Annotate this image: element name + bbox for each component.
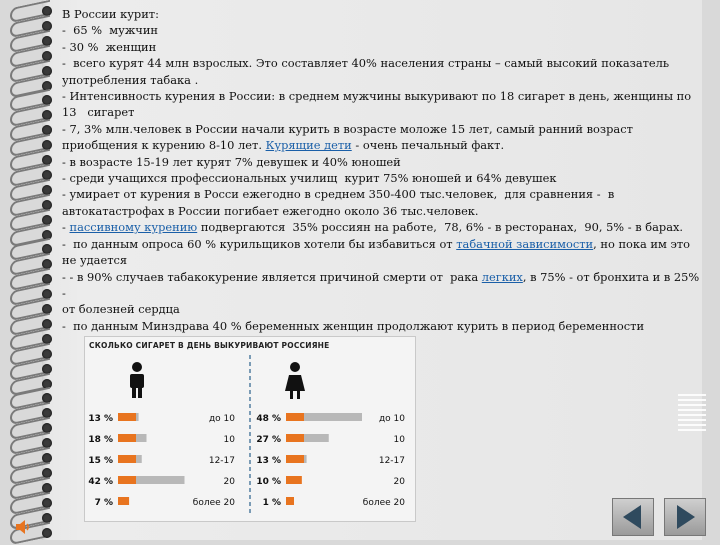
- text-segment: -: [62, 220, 70, 235]
- hyperlink[interactable]: легких: [481, 269, 523, 284]
- bar-filter: [286, 413, 304, 421]
- text-segment: - 30 % женщин: [62, 39, 157, 54]
- text-segment: автокатастрофах в России погибает ежегодно около 36 тыс.человек.: [62, 203, 479, 218]
- forward-button[interactable]: [664, 498, 706, 536]
- bar-filter: [286, 476, 302, 484]
- hyperlink[interactable]: Курящие дети: [265, 138, 352, 153]
- category-label: 20: [393, 477, 405, 487]
- text-line: [62, 252, 702, 268]
- text-line: [62, 88, 702, 104]
- bar-filter: [286, 497, 294, 505]
- bar-body: [136, 434, 147, 442]
- text-line: [62, 236, 702, 252]
- spiral-binding: [0, 0, 60, 540]
- text-segment: , но пока им это: [593, 236, 691, 251]
- text-line: [62, 301, 702, 317]
- text-segment: , в 75% - от бронхита и в 25% -: [62, 269, 703, 300]
- data-label: 1 %: [262, 498, 281, 508]
- text-segment: 13 сигарет: [62, 105, 135, 120]
- chart-svg: [85, 337, 415, 521]
- text-segment: - - в 90% случаев табакокурение является причиной смерти от рака: [62, 269, 482, 284]
- woman-icon: [285, 375, 305, 391]
- text-segment: приобщения к курению 8-10 лет.: [62, 138, 266, 153]
- bar-filter: [286, 434, 304, 442]
- text-segment: - очень печальный факт.: [351, 138, 505, 153]
- text-line: [62, 170, 702, 186]
- data-label: 10 %: [256, 477, 281, 487]
- hyperlink[interactable]: табачной зависимости: [456, 236, 594, 251]
- text-line: [62, 6, 702, 22]
- speaker-icon[interactable]: [14, 518, 32, 536]
- bar-filter: [286, 455, 304, 463]
- text-line: [62, 121, 702, 137]
- data-label: 42 %: [88, 477, 113, 487]
- hyperlink[interactable]: пассивному курению: [69, 220, 198, 235]
- decorative-stripes: [678, 394, 706, 434]
- chart-title: СКОЛЬКО СИГАРЕТ В ДЕНЬ ВЫКУРИВАЮТ РОССИЯНЕ: [89, 341, 330, 350]
- cigarettes-chart: [84, 336, 416, 522]
- data-label: 15 %: [88, 456, 113, 466]
- text-line: [62, 137, 702, 153]
- category-label: 12-17: [208, 456, 235, 466]
- text-segment: В России курит:: [62, 7, 159, 21]
- man-icon: [132, 362, 142, 372]
- bar-filter: [118, 455, 136, 463]
- category-label: 10: [393, 435, 405, 445]
- text-segment: подвергаются 35% россиян на работе, 78, 6% - в ресторанах, 90, 5% - в барах.: [197, 220, 684, 235]
- text-segment: не удается: [62, 253, 128, 268]
- text-line: [62, 186, 702, 202]
- back-button[interactable]: [612, 498, 654, 536]
- text-line: [62, 39, 702, 55]
- text-line: [62, 203, 702, 219]
- category-label: 20: [223, 477, 235, 487]
- woman-icon: [297, 391, 300, 399]
- man-icon: [138, 388, 142, 398]
- category-label: до 10: [378, 414, 405, 424]
- category-label: более 20: [362, 498, 405, 508]
- text-line: [62, 154, 702, 170]
- category-label: 10: [223, 435, 235, 445]
- text-line: [62, 219, 702, 235]
- text-segment: - всего курят 44 млн взрослых. Это составляет 40% населения страны – самый высокий показатель: [62, 56, 670, 71]
- text-segment: от болезней сердца: [62, 302, 180, 317]
- text-segment: - 65 % мужчин: [62, 23, 159, 38]
- bar-body: [136, 455, 142, 463]
- data-label: 27 %: [256, 435, 281, 445]
- text-segment: - 7, 3% млн.человек в России начали курить в возрасте моложе 15 лет, самый ранний возраст: [62, 121, 633, 136]
- woman-icon: [290, 391, 293, 399]
- category-label: до 10: [208, 414, 235, 424]
- category-label: более 20: [192, 498, 235, 508]
- text-line: [62, 104, 702, 120]
- bar-body: [136, 413, 139, 421]
- bar-filter: [118, 413, 136, 421]
- text-segment: - в возрасте 15-19 лет курят 7% девушек и 40% юношей: [62, 154, 401, 169]
- text-segment: - среди учащихся профессиональных училищ курит 75% юношей и 64% девушек: [62, 171, 557, 186]
- bar-body: [136, 476, 185, 484]
- slide-text: [62, 6, 702, 334]
- bar-filter: [118, 476, 136, 484]
- data-label: 7 %: [94, 498, 113, 508]
- man-icon: [130, 374, 144, 388]
- bar-filter: [118, 434, 136, 442]
- text-segment: - по данным опроса 60 % курильщиков хотели бы избавиться от: [62, 236, 457, 251]
- text-line: [62, 22, 702, 38]
- data-label: 48 %: [256, 414, 281, 424]
- text-segment: - умирает от курения в Росси ежегодно в среднем 350-400 тыс.человек, для сравнения - в: [62, 187, 615, 202]
- bar-body: [304, 434, 329, 442]
- bar-filter: [118, 497, 129, 505]
- bar-body: [304, 455, 307, 463]
- text-segment: - по данным Минздрава 40 % беременных женщин продолжают курить в период беременности: [62, 318, 645, 333]
- text-segment: - Интенсивность курения в России: в среднем мужчины выкуривают по 18 сигарет в день, женщины по: [62, 89, 692, 104]
- text-line: [62, 318, 702, 334]
- text-line: [62, 72, 702, 88]
- text-line: [62, 55, 702, 71]
- bar-body: [304, 413, 362, 421]
- woman-icon: [290, 362, 300, 372]
- data-label: 13 %: [88, 414, 113, 424]
- data-label: 18 %: [88, 435, 113, 445]
- man-icon: [132, 388, 136, 398]
- back-arrow-icon: [613, 499, 653, 535]
- forward-arrow-icon: [665, 499, 705, 535]
- category-label: 12-17: [378, 456, 405, 466]
- data-label: 13 %: [256, 456, 281, 466]
- text-segment: употребления табака .: [62, 72, 199, 87]
- text-line: [62, 269, 702, 302]
